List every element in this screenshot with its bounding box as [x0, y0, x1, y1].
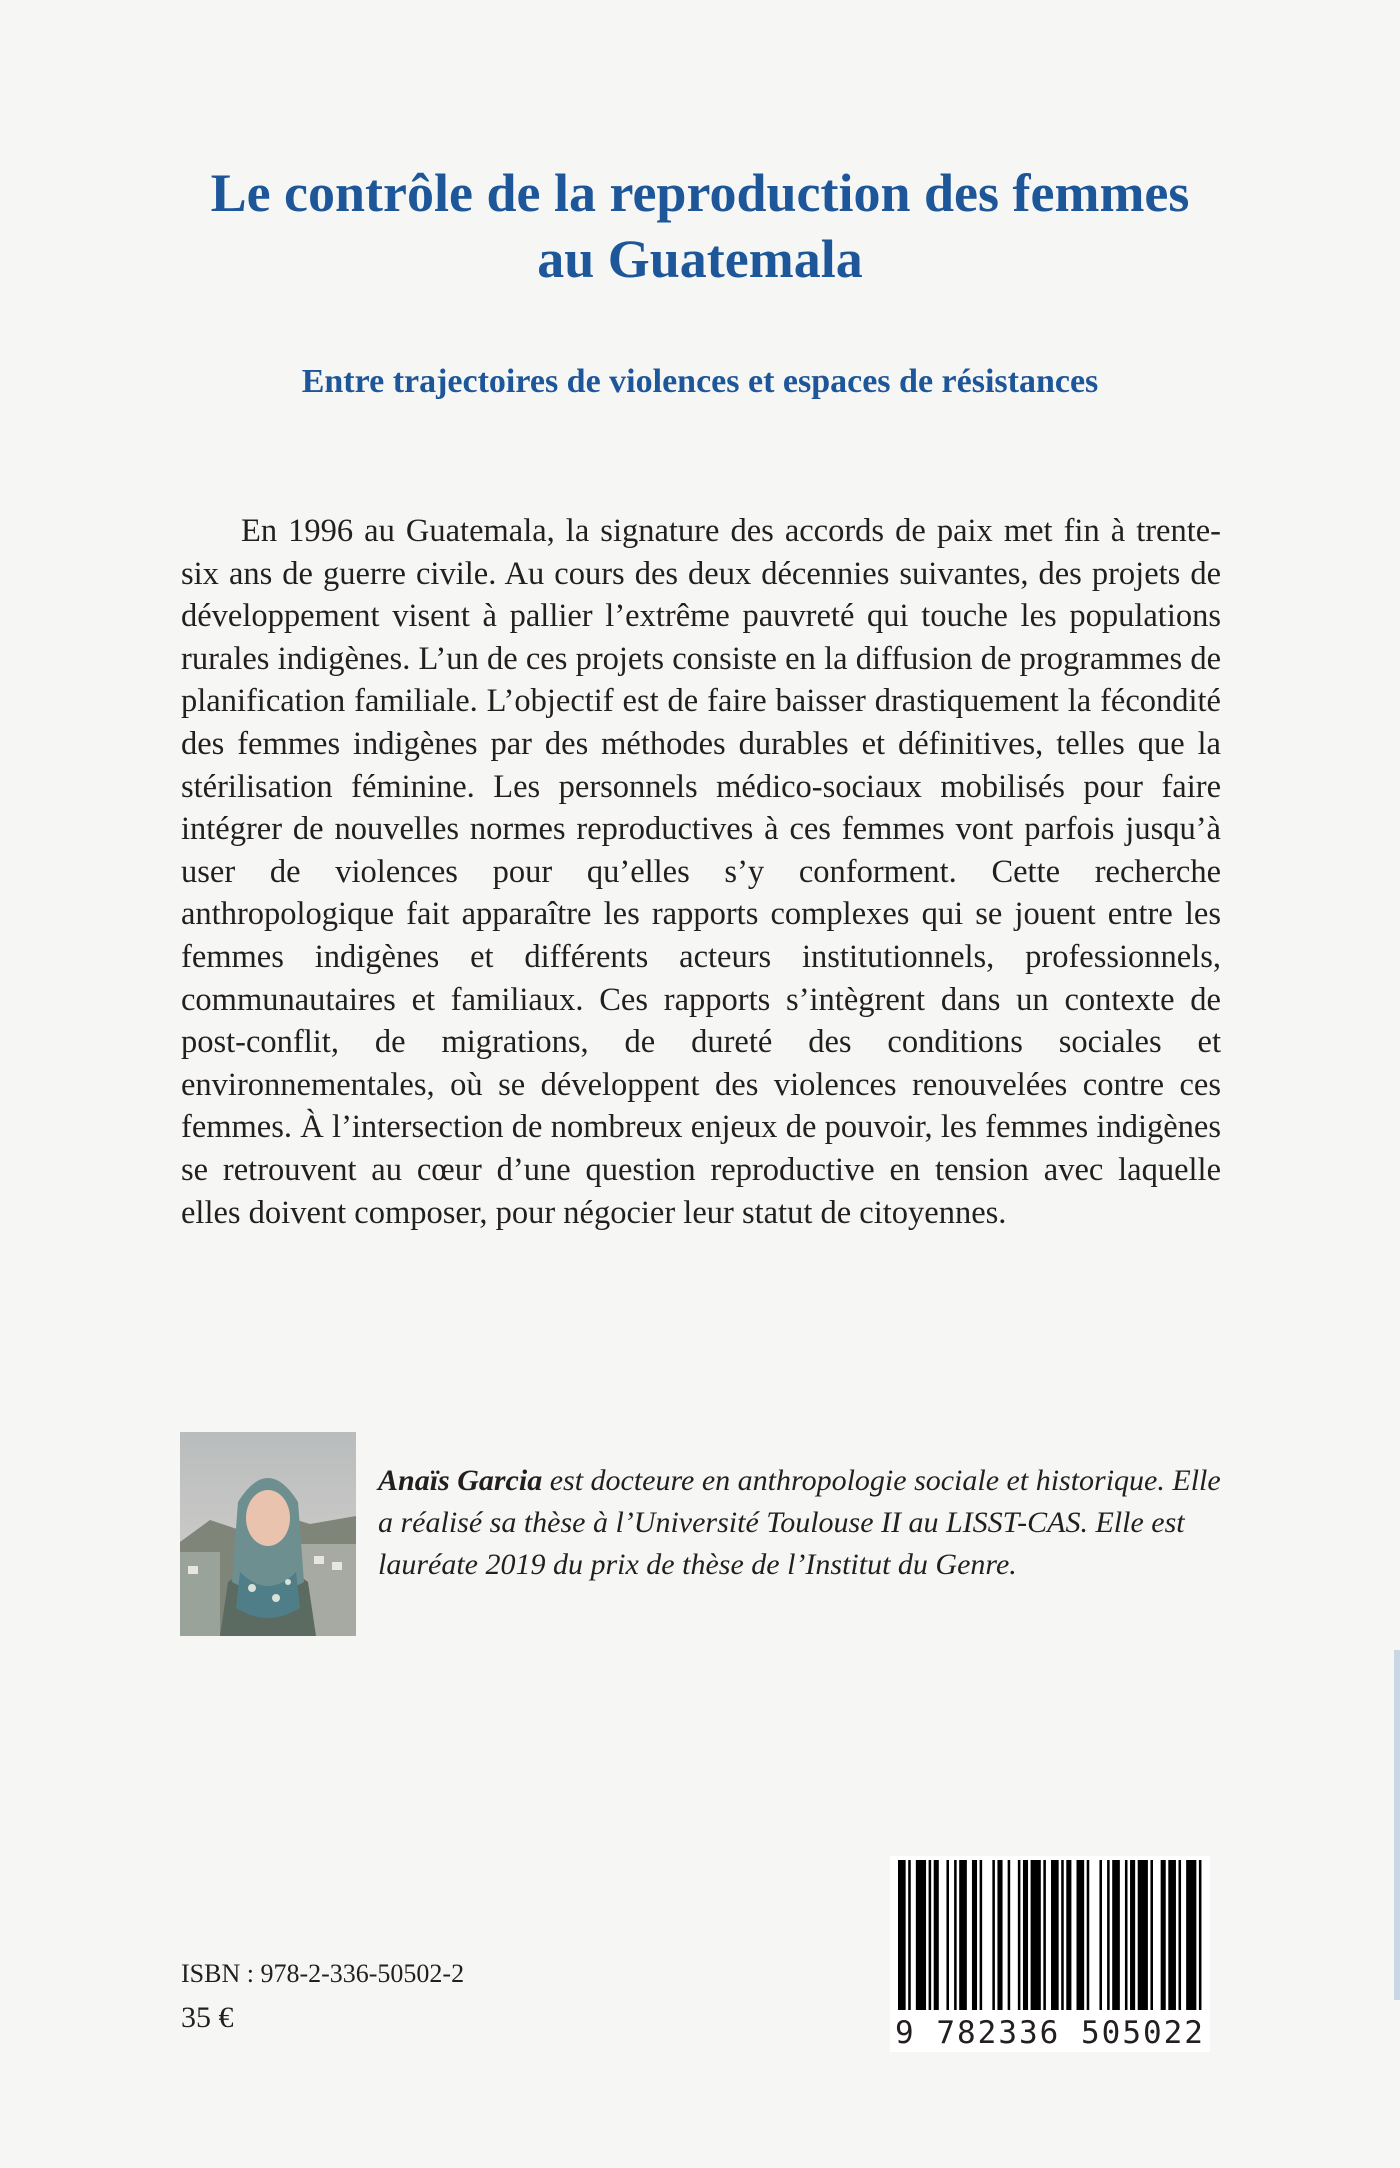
barcode-bar — [1023, 1860, 1028, 2010]
spine-edge-strip — [1394, 1650, 1400, 2000]
barcode-bar — [992, 1860, 995, 2010]
barcode-bar — [1168, 1860, 1176, 2010]
barcode-bar — [1066, 1860, 1071, 2010]
barcode-bar — [1138, 1860, 1148, 2010]
barcode-bar — [972, 1860, 977, 2010]
author-portrait-image — [180, 1432, 356, 1636]
barcode-bar — [1186, 1860, 1196, 2010]
author-bio-text: est docteure en anthropologie sociale et historique. Elle a réalisé sa thèse à l’Université Toulouse II au LISST-CAS. Elle est lauréate 2019 du prix de thèse de l’Institut du Genre. — [378, 1464, 1221, 1581]
barcode-bars — [890, 1856, 1210, 2016]
barcode-bar — [1031, 1860, 1041, 2010]
price: 35 € — [181, 2001, 234, 2034]
book-title-line-2: au Guatemala — [537, 229, 863, 289]
barcode-bar — [1150, 1860, 1153, 2010]
barcode-bar — [980, 1860, 983, 2010]
book-subtitle: Entre trajectoires de violences et espaces de résistances — [301, 363, 1099, 400]
book-title — [0, 160, 1400, 292]
barcode-bar — [1125, 1860, 1128, 2010]
barcode-bar — [934, 1860, 939, 2010]
barcode-bar — [1099, 1860, 1102, 2010]
barcode — [890, 1856, 1210, 2052]
barcode-bar — [916, 1860, 926, 2010]
barcode-digits: 9 782336 505022 — [895, 2015, 1205, 2051]
author-photo — [180, 1432, 356, 1636]
barcode-bar — [1199, 1860, 1202, 2010]
author-name: Anaïs Garcia — [378, 1464, 543, 1497]
barcode-bar — [908, 1860, 911, 2010]
barcode-bar — [1112, 1860, 1120, 2010]
barcode-bar — [1179, 1860, 1182, 2010]
isbn: ISBN : 978-2-336-50502-2 — [181, 1959, 465, 1988]
barcode-bar — [1043, 1860, 1046, 2010]
barcode-bar — [1077, 1860, 1085, 2010]
summary-text: En 1996 au Guatemala, la signature des accords de paix met fin à trente-six ans de guerre civile. Au cours des deux décennies suivantes, des projets de développement visent à pallier l’extrême pauvreté qui touche les populations rurales indigènes. L’un de ces projets consiste en la diffusion de programmes de planification familiale. L’objectif est de faire baisser drastiquement la fécondité des femmes indigènes par des méthodes durables et définitives, telles que la stérilisation féminine. Les personnels médico-sociaux mobilisés pour faire intégrer de nouvelles normes reproductives à ces femmes vont parfois jusqu’à user de violences pour qu’elles s’y conforment. Cette recherche anthropologique fait apparaître les rapports complexes qui se jouent entre les femmes indigènes et différents acteurs institutionnels, professionnels, communautaires et familiaux. Ces rapports s’intègrent dans un contexte de post-conflit, de migrations, de dureté des conditions sociales et environnementales, où se développent des violences renouvelées contre ces femmes. À l’intersection de nombreux enjeux de pouvoir, les femmes indigènes se retrouvent au cœur d’une question reproductive en tension avec laquelle elles doivent composer, pour négocier leur statut de citoyennes. — [181, 513, 1221, 1231]
barcode-bar — [1087, 1860, 1090, 2010]
barcode-bar — [1061, 1860, 1064, 2010]
barcode-bar — [898, 1860, 906, 2010]
barcode-bar — [959, 1860, 967, 2010]
barcode-bar — [1008, 1860, 1011, 2010]
barcode-bar — [946, 1860, 949, 2010]
barcode-bar — [1051, 1860, 1059, 2010]
barcode-bar — [929, 1860, 932, 2010]
barcode-bar — [997, 1860, 1002, 2010]
barcode-bar — [1130, 1860, 1135, 2010]
barcode-bar — [1161, 1860, 1166, 2010]
author-bio — [378, 1460, 1228, 1586]
book-title-line-1: Le contrôle de la reproduction des femmes — [210, 163, 1190, 223]
barcode-bar — [954, 1860, 957, 2010]
barcode-bar — [1107, 1860, 1110, 2010]
barcode-bar — [1018, 1860, 1021, 2010]
